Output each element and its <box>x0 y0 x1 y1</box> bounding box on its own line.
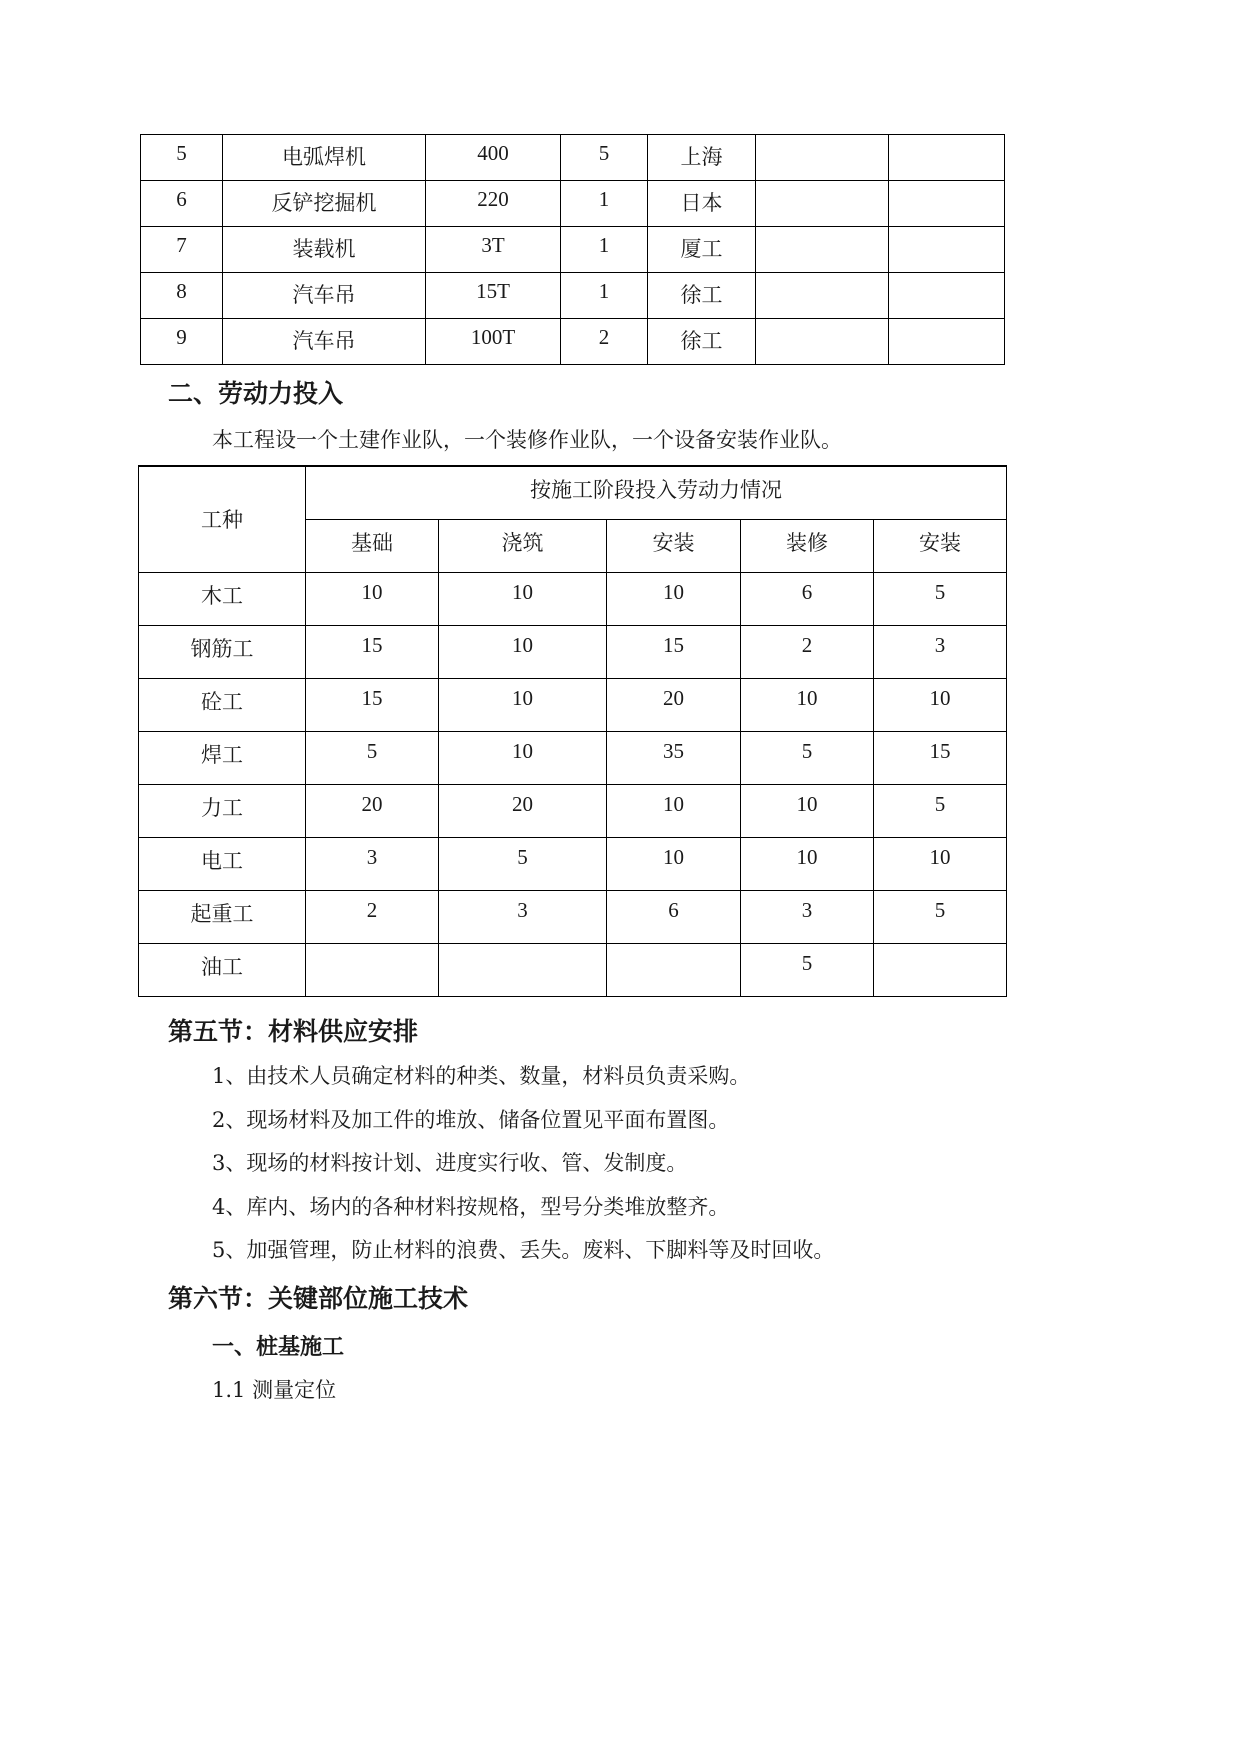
labor-count <box>607 943 741 996</box>
labor-row <box>139 678 1007 731</box>
trade-name: 钢筋工 <box>139 625 306 678</box>
labor-count: 6 <box>741 572 874 625</box>
labor-count: 10 <box>607 784 741 837</box>
equipment-row <box>141 181 1005 227</box>
trade-name: 砼工 <box>139 678 306 731</box>
equipment-row <box>141 227 1005 273</box>
labor-count: 10 <box>741 837 874 890</box>
material-item: 2、现场材料及加工件的堆放、储备位置见平面布置图。 <box>212 1107 730 1132</box>
equipment-cell-c7 <box>889 181 1005 227</box>
section-heading-6: 第六节：关键部位施工技术 <box>168 1284 469 1313</box>
labor-count: 3 <box>741 890 874 943</box>
labor-count: 5 <box>874 890 1007 943</box>
trade-header: 工种 <box>139 466 306 572</box>
labor-count: 20 <box>607 678 741 731</box>
trade-name: 起重工 <box>139 890 306 943</box>
labor-count: 5 <box>874 572 1007 625</box>
labor-count: 5 <box>306 731 439 784</box>
labor-count: 10 <box>741 678 874 731</box>
equipment-cell-c6 <box>756 319 889 365</box>
labor-row <box>139 731 1007 784</box>
equipment-cell-origin: 厦工 <box>648 227 756 273</box>
labor-row <box>139 890 1007 943</box>
labor-count: 2 <box>741 625 874 678</box>
equipment-cell-c6 <box>756 181 889 227</box>
equipment-cell-c6 <box>756 273 889 319</box>
equipment-cell-spec: 3T <box>426 227 561 273</box>
equipment-cell-name: 装载机 <box>223 227 426 273</box>
equipment-cell-c6 <box>756 227 889 273</box>
labor-row <box>139 572 1007 625</box>
sub-heading-pile: 一、桩基施工 <box>212 1335 345 1360</box>
equipment-cell-no: 9 <box>141 319 223 365</box>
labor-count: 10 <box>306 572 439 625</box>
equipment-cell-spec: 220 <box>426 181 561 227</box>
equipment-cell-qty: 1 <box>561 273 648 319</box>
equipment-cell-origin: 上海 <box>648 135 756 181</box>
labor-count: 10 <box>741 784 874 837</box>
labor-count: 10 <box>607 572 741 625</box>
phase-header: 浇筑 <box>439 519 607 572</box>
section-heading-5: 第五节：材料供应安排 <box>168 1017 419 1046</box>
equipment-cell-origin: 日本 <box>648 181 756 227</box>
material-item: 4、库内、场内的各种材料按规格，型号分类堆放整齐。 <box>212 1194 730 1219</box>
section-heading-labor: 二、劳动力投入 <box>168 379 344 408</box>
labor-count <box>439 943 607 996</box>
labor-count: 15 <box>874 731 1007 784</box>
labor-row <box>139 943 1007 996</box>
labor-intro: 本工程设一个土建作业队，一个装修作业队，一个设备安装作业队。 <box>212 428 842 452</box>
equipment-cell-spec: 400 <box>426 135 561 181</box>
phase-header: 安装 <box>874 519 1007 572</box>
equipment-cell-qty: 5 <box>561 135 648 181</box>
equipment-row <box>141 135 1005 181</box>
labor-count: 3 <box>439 890 607 943</box>
equipment-cell-origin: 徐工 <box>648 273 756 319</box>
equipment-cell-spec: 15T <box>426 273 561 319</box>
labor-count: 10 <box>439 731 607 784</box>
labor-count: 20 <box>306 784 439 837</box>
equipment-cell-c7 <box>889 273 1005 319</box>
labor-count: 2 <box>306 890 439 943</box>
labor-count: 10 <box>439 625 607 678</box>
labor-count: 5 <box>741 943 874 996</box>
labor-count: 10 <box>439 572 607 625</box>
equipment-cell-c7 <box>889 319 1005 365</box>
labor-count: 10 <box>439 678 607 731</box>
equipment-cell-name: 反铲挖掘机 <box>223 181 426 227</box>
phase-header: 装修 <box>741 519 874 572</box>
labor-row <box>139 625 1007 678</box>
labor-count: 5 <box>439 837 607 890</box>
material-item: 5、加强管理，防止材料的浪费、丢失。废料、下脚料等及时回收。 <box>212 1238 835 1262</box>
equipment-cell-qty: 2 <box>561 319 648 365</box>
trade-name: 焊工 <box>139 731 306 784</box>
equipment-cell-c6 <box>756 135 889 181</box>
equipment-cell-qty: 1 <box>561 227 648 273</box>
material-item: 3、现场的材料按计划、进度实行收、管、发制度。 <box>212 1151 688 1175</box>
trade-name: 油工 <box>139 943 306 996</box>
labor-count: 10 <box>874 837 1007 890</box>
labor-table <box>138 465 1007 997</box>
labor-count: 35 <box>607 731 741 784</box>
equipment-row <box>141 273 1005 319</box>
equipment-cell-name: 汽车吊 <box>223 319 426 365</box>
labor-count: 15 <box>607 625 741 678</box>
phase-group-header: 按施工阶段投入劳动力情况 <box>306 466 1007 519</box>
equipment-cell-c7 <box>889 135 1005 181</box>
labor-count: 15 <box>306 678 439 731</box>
labor-row <box>139 837 1007 890</box>
phase-header: 安装 <box>607 519 741 572</box>
equipment-cell-name: 汽车吊 <box>223 273 426 319</box>
phase-header: 基础 <box>306 519 439 572</box>
labor-count: 10 <box>874 678 1007 731</box>
equipment-cell-name: 电弧焊机 <box>223 135 426 181</box>
labor-count: 5 <box>741 731 874 784</box>
equipment-row <box>141 319 1005 365</box>
equipment-cell-no: 7 <box>141 227 223 273</box>
labor-count: 15 <box>306 625 439 678</box>
equipment-cell-qty: 1 <box>561 181 648 227</box>
equipment-cell-no: 5 <box>141 135 223 181</box>
material-item: 1、由技术人员确定材料的种类、数量，材料员负责采购。 <box>212 1064 751 1088</box>
labor-count: 3 <box>306 837 439 890</box>
labor-count: 5 <box>874 784 1007 837</box>
labor-count: 20 <box>439 784 607 837</box>
equipment-table <box>140 134 1005 365</box>
equipment-cell-c7 <box>889 227 1005 273</box>
trade-name: 力工 <box>139 784 306 837</box>
labor-count: 3 <box>874 625 1007 678</box>
labor-count: 10 <box>607 837 741 890</box>
equipment-cell-spec: 100T <box>426 319 561 365</box>
equipment-cell-no: 6 <box>141 181 223 227</box>
trade-name: 木工 <box>139 572 306 625</box>
labor-count <box>306 943 439 996</box>
labor-count <box>874 943 1007 996</box>
labor-row <box>139 784 1007 837</box>
trade-name: 电工 <box>139 837 306 890</box>
sub-item-survey: 1.1 测量定位 <box>212 1378 337 1402</box>
equipment-cell-origin: 徐工 <box>648 319 756 365</box>
labor-count: 6 <box>607 890 741 943</box>
equipment-cell-no: 8 <box>141 273 223 319</box>
